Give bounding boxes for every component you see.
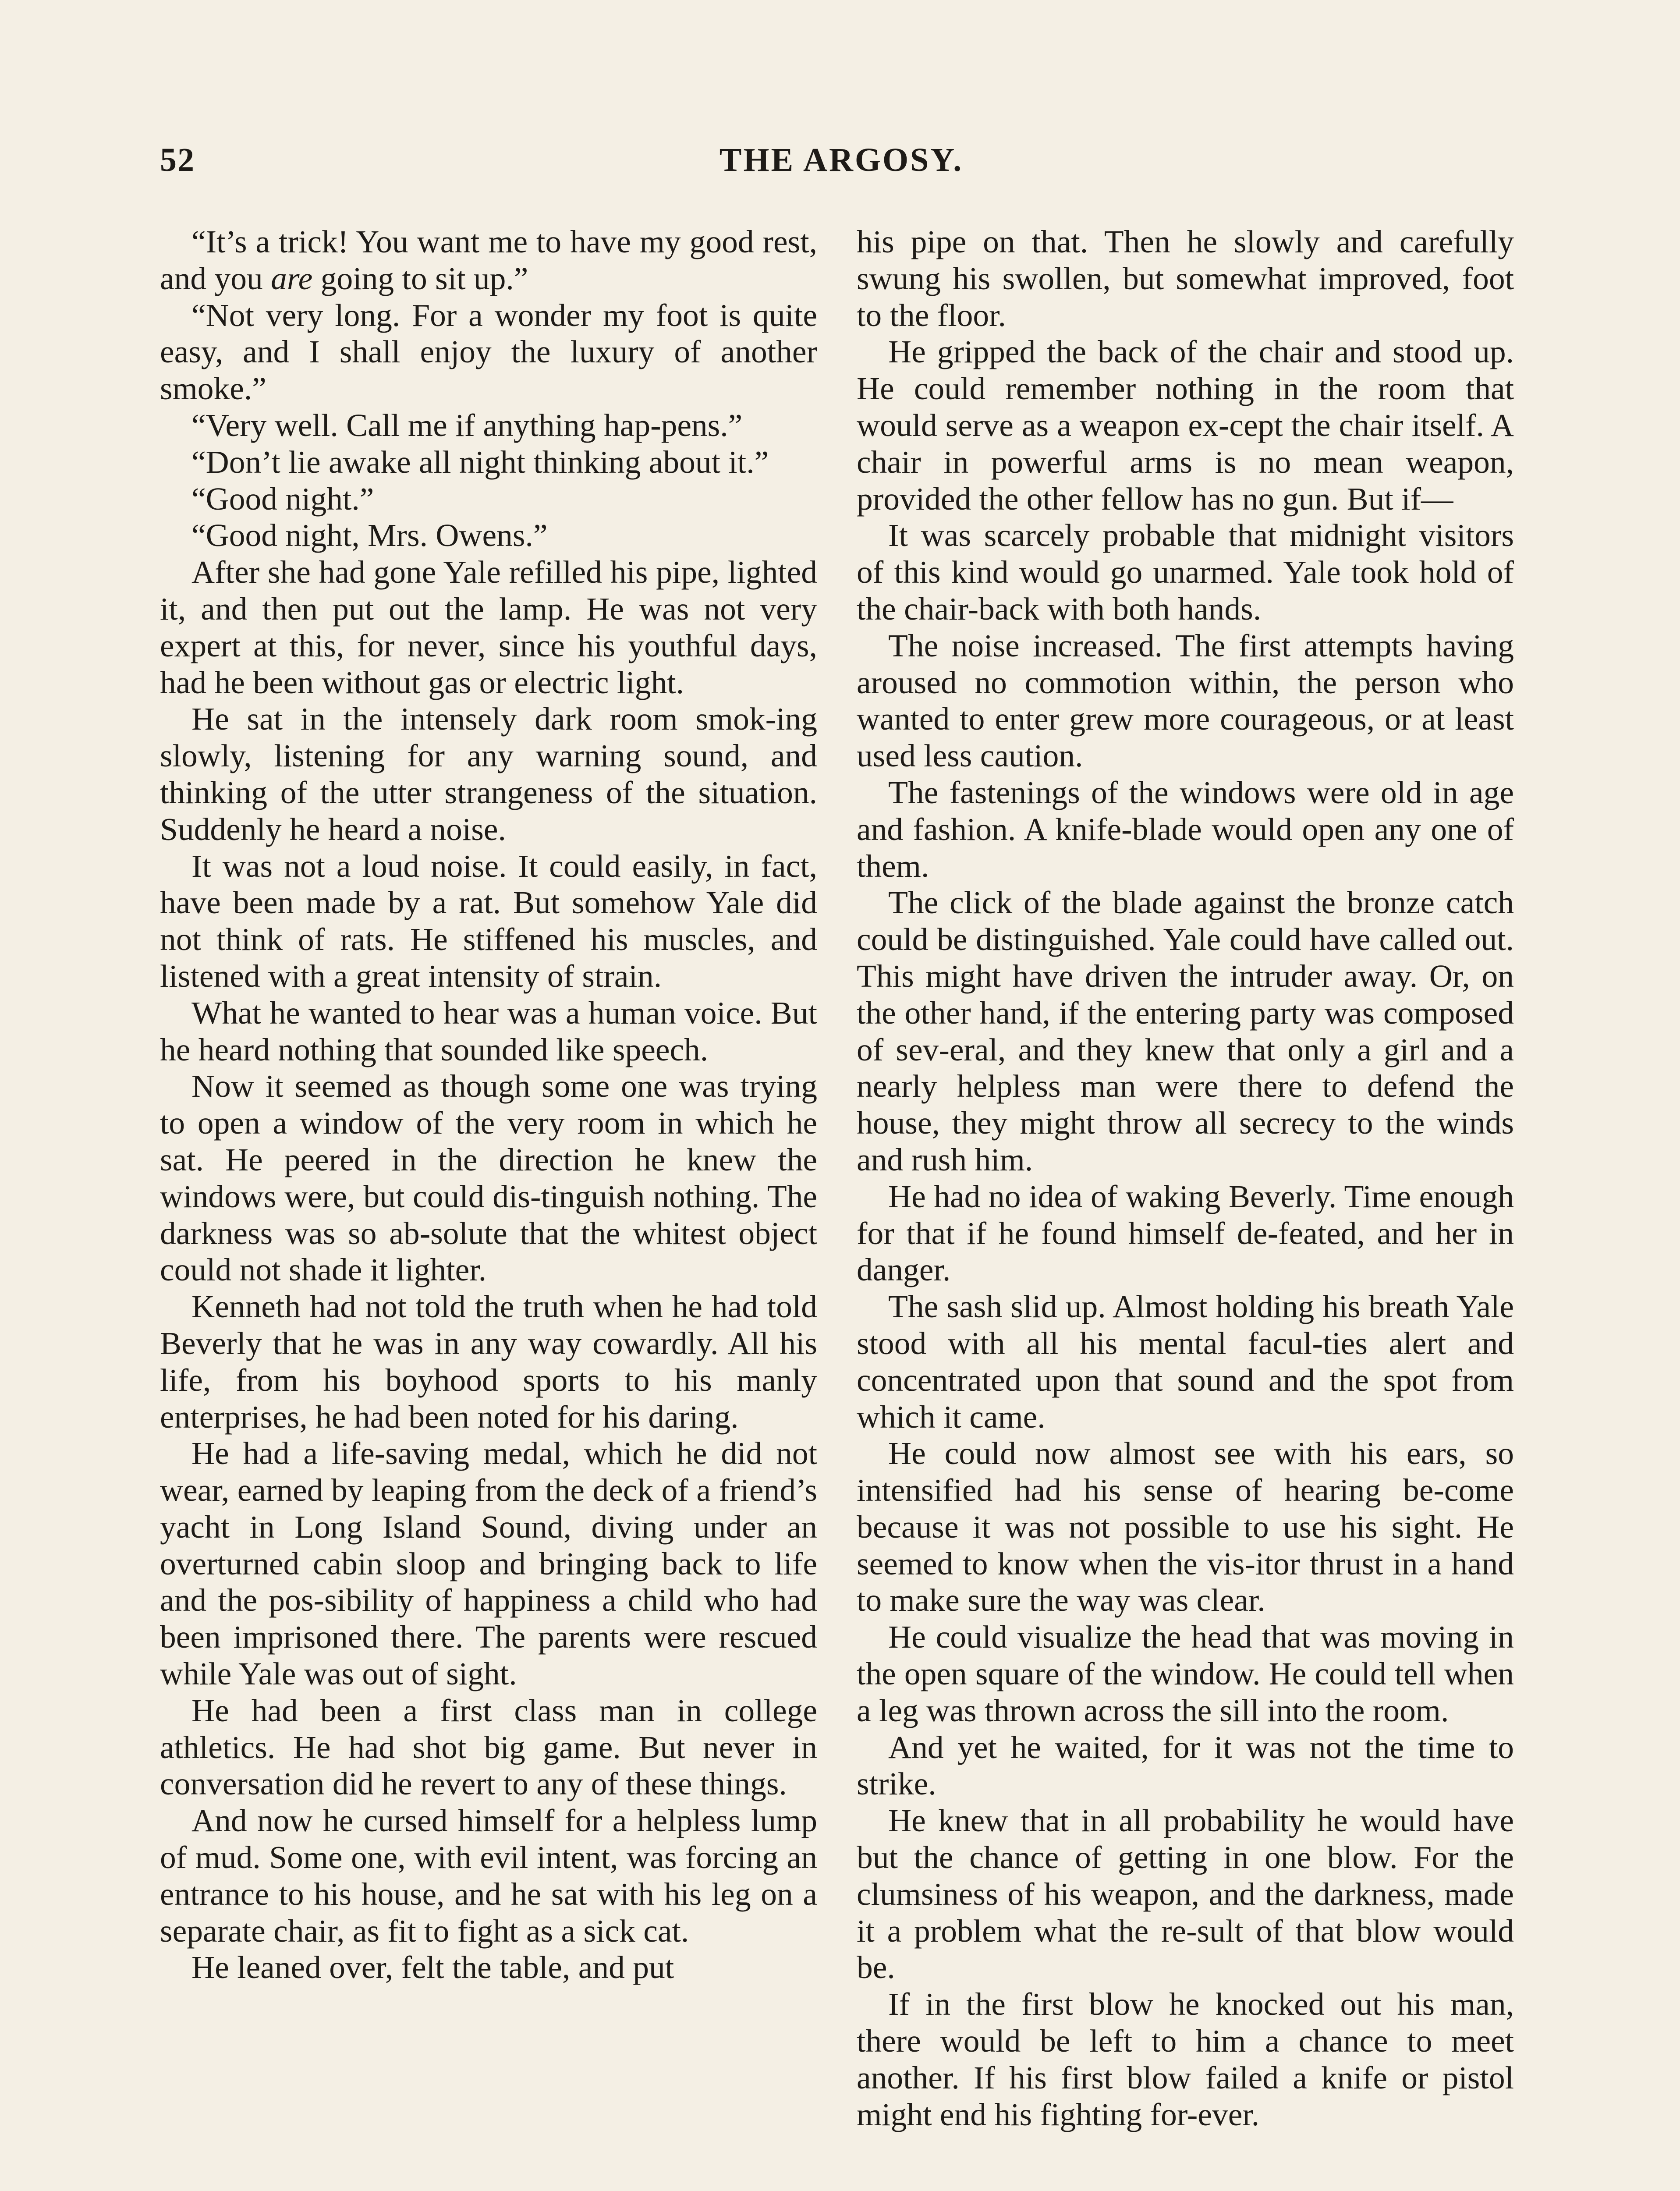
paragraph: “Don’t lie awake all night thinking about it.” [191, 444, 769, 480]
paragraph: Now it seemed as though some one was trying to open a window of the very room in which he sat. He peered in the direction he knew the windows were, but could dis-tinguish nothing. The darkness was so ab-solute that the whitest object could not shade it lighter. [160, 1068, 817, 1288]
right-column [857, 223, 1514, 2133]
paragraph: “Very well. Call me if anything hap-pens.” [191, 407, 743, 443]
paragraph: And yet he waited, for it was not the time to strike. [857, 1729, 1514, 1802]
paragraph: The sash slid up. Almost holding his breath Yale stood with all his mental facul-ties alert and concentrated upon that sound and the spot from which it came. [857, 1289, 1514, 1435]
paragraph: The fastenings of the windows were old in age and fashion. A knife-blade would open any one of them. [857, 774, 1514, 884]
paragraph: “It’s a trick! You want me to have my good rest, and you are going to sit up.” [160, 224, 817, 296]
paragraph: “Good night.” [191, 481, 374, 517]
paragraph: He sat in the intensely dark room smok-ing slowly, listening for any warning sound, and thinking of the utter strangeness of the situation. Suddenly he heard a noise. [160, 701, 817, 847]
emphasis-are: are [271, 260, 313, 296]
left-column [160, 223, 817, 1986]
paragraph: What he wanted to hear was a human voice. But he heard nothing that sounded like speech. [160, 995, 817, 1067]
paragraph: He leaned over, felt the table, and put [191, 1950, 674, 1985]
paragraph: It was scarcely probable that midnight visitors of this kind would go unarmed. Yale took hold of the chair-back with both hands. [857, 518, 1514, 627]
running-head [160, 141, 1523, 189]
paragraph: his pipe on that. Then he slowly and carefully swung his swollen, but somewhat improved, foot to the floor. [857, 224, 1514, 333]
paragraph: He knew that in all probability he would have but the chance of getting in one blow. For the clumsiness of his weapon, and the darkness, made it a problem what the re-sult of that blow would be. [857, 1803, 1514, 1985]
paragraph: “Good night, Mrs. Owens.” [191, 518, 548, 553]
paragraph: He had no idea of waking Beverly. Time enough for that if he found himself de-feated, and her in danger. [857, 1178, 1514, 1288]
paragraph: The click of the blade against the bronze catch could be distinguished. Yale could have called out. This might have driven the intruder away. Or, on the other hand, if the entering party was composed of sev-eral, and they knew that only a girl and a nearly helpless man were there to defend the house, they might throw all secrecy to the winds and rush him. [857, 885, 1514, 1177]
paragraph: He could visualize the head that was moving in the open square of the window. He could tell when a leg was thrown across the sill into the room. [857, 1619, 1514, 1728]
paragraph: Kenneth had not told the truth when he had told Beverly that he was in any way cowardly. All his life, from his boyhood sports to his manly enterprises, he had been noted for his daring. [160, 1289, 817, 1435]
paragraph: “Not very long. For a wonder my foot is quite easy, and I shall enjoy the luxury of another smoke.” [160, 297, 817, 407]
paragraph: He gripped the back of the chair and stood up. He could remember nothing in the room that would serve as a weapon ex-cept the chair itself. A chair in powerful arms is no mean weapon, provided the other fellow has no gun. But if— [857, 334, 1514, 517]
paragraph: And now he cursed himself for a helpless lump of mud. Some one, with evil intent, was forcing an entrance to his house, and he sat with his leg on a separate chair, as fit to fight as a sick cat. [160, 1803, 817, 1949]
page-number: 52 [160, 142, 195, 178]
paragraph: It was not a loud noise. It could easily, in fact, have been made by a rat. But somehow Yale did not think of rats. He stiffened his muscles, and listened with a great intensity of strain. [160, 848, 817, 994]
paragraph: The noise increased. The first attempts having aroused no commotion within, the person who wanted to enter grew more courageous, or at least used less caution. [857, 628, 1514, 774]
paragraph: He had a life-saving medal, which he did not wear, earned by leaping from the deck of a friend’s yacht in Long Island Sound, diving under an overturned cabin sloop and bringing back to life and the pos-sibility of happiness a child who had been imprisoned there. The parents were rescued while Yale was out of sight. [160, 1436, 817, 1692]
paragraph: If in the first blow he knocked out his man, there would be left to him a chance to meet another. If his first blow failed a knife or pistol might end his fighting for-ever. [857, 1986, 1514, 2132]
magazine-title: THE ARGOSY. [719, 142, 964, 178]
paragraph: After she had gone Yale refilled his pipe, lighted it, and then put out the lamp. He was not very expert at this, for never, since his youthful days, had he been without gas or electric light. [160, 554, 817, 700]
paragraph: He could now almost see with his ears, so intensified had his sense of hearing be-come because it was not possible to use his sight. He seemed to know when the vis-itor thrust in a hand to make sure the way was clear. [857, 1436, 1514, 1618]
paragraph: He had been a first class man in college athletics. He had shot big game. But never in conversation did he revert to any of these things. [160, 1692, 817, 1802]
